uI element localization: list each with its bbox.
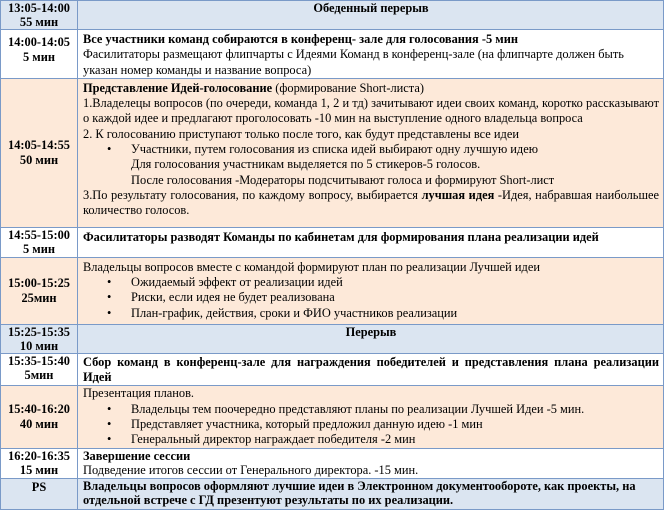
list-item-text: Риски, если идея не будет реализована xyxy=(131,290,335,305)
title-rest: (формирование Short-листа) xyxy=(272,80,424,95)
table-row xyxy=(1,227,664,257)
activity-cell xyxy=(78,448,664,478)
bullet-icon: • xyxy=(107,142,112,157)
duration: 55 мин xyxy=(19,15,59,29)
bullet-icon: • xyxy=(107,417,112,432)
list-item xyxy=(83,290,659,305)
activity-text: Владельцы вопросов вместе с командой формируют план по реализации Лучшей идеи xyxy=(83,259,540,274)
list-item-text: Представляет участника, который предложил данную идею -1 мин xyxy=(131,417,483,432)
activity-title: Сбор команд в конференц-зале для награждения победителей и представления плана реализации Идей xyxy=(83,354,659,385)
duration: 5 мин xyxy=(22,241,55,256)
bullet-icon: • xyxy=(107,432,112,447)
paragraph-1: 1.Владелецы вопросов (по очереди, команда 1, 2 и тд) зачитывают идеи своих команд, коротко рассказывают о каждой идее и предлагают проголосовать -10 мин на выступление одного владельца вопроса xyxy=(83,96,659,126)
duration: 5 мин xyxy=(22,50,55,65)
list-item xyxy=(83,402,659,417)
activity-title: Перерыв xyxy=(345,324,397,339)
table-row xyxy=(1,257,664,324)
activity-text: Подведение итогов сессии от Генерального директора. -15 мин. xyxy=(83,462,419,477)
paragraph-3 xyxy=(83,188,659,219)
time-range: 14:05-14:55 xyxy=(8,137,70,152)
time-range: 14:55-15:00 xyxy=(8,227,70,242)
list-item-text: Участники, путем голосования из списка идей выбирают одну лучшую идею xyxy=(131,142,538,157)
activity-cell xyxy=(78,353,664,386)
table-row xyxy=(1,324,664,353)
activity-title xyxy=(83,81,659,96)
list-item-text: План-график, действия, сроки и ФИО участников реализации xyxy=(131,305,458,320)
paragraph-2: 2. К голосованию приступают только после того, как будут представлены все идеи xyxy=(83,126,519,141)
time-cell xyxy=(1,30,78,79)
time-cell xyxy=(1,257,78,324)
time-range: 13:05-14:00 xyxy=(8,1,70,15)
time-range: 15:25-15:35 xyxy=(8,324,70,339)
table-row xyxy=(1,386,664,448)
activity-cell xyxy=(78,1,664,30)
activity-title: Фасилитаторы разводят Команды по кабинетам для формирования плана реализации идей xyxy=(83,229,599,244)
time-cell xyxy=(1,386,78,448)
bullet-icon: • xyxy=(107,290,112,305)
list-item xyxy=(83,306,659,321)
duration: 50 мин xyxy=(19,152,59,167)
p3-bold: лучшая идея xyxy=(421,187,495,202)
list-item xyxy=(83,417,659,432)
time-cell xyxy=(1,227,78,257)
bullet-icon: • xyxy=(107,401,112,416)
p3-pre: 3.По результату голосования, по каждому вопросу, выбирается xyxy=(83,187,422,202)
list-item xyxy=(83,432,659,447)
activity-cell xyxy=(78,386,664,448)
activity-text: Фасилитаторы размещают флипчарты с Идеями Команд в конференц-зале (на флипчарте должен быть указан номер команды и название вопроса) xyxy=(83,47,624,77)
table-row xyxy=(1,30,664,79)
activity-text: Презентация планов. xyxy=(83,386,195,401)
activity-cell xyxy=(78,257,664,324)
list-item-text: Ожидаемый эффект от реализации идей xyxy=(131,275,343,290)
duration: 5мин xyxy=(24,367,54,382)
time-cell xyxy=(1,448,78,478)
activity-title: Обеденный перерыв xyxy=(313,1,429,15)
list-item xyxy=(83,275,659,290)
table-row xyxy=(1,78,664,227)
activity-title: Владельцы вопросов оформляют лучшие идеи в Электронном документообороте, как проекты, на отдельной встрече с ГД презентуют результаты по их реализации. xyxy=(83,478,636,508)
duration: 40 мин xyxy=(19,417,59,432)
time-cell xyxy=(1,78,78,227)
time-range: 15:40-16:20 xyxy=(8,401,70,416)
duration: 10 мин xyxy=(19,338,59,353)
time-range: 16:20-16:35 xyxy=(8,448,70,463)
time-cell xyxy=(1,1,78,30)
p3-post: -Идея, набравшая наибольшее количество голосов. xyxy=(83,187,659,218)
list-item-text: Генеральный директор награждает победителя -2 мин xyxy=(131,432,416,447)
activity-cell xyxy=(78,227,664,257)
time-range: 15:00-15:25 xyxy=(8,275,70,290)
time-range: 15:35-15:40 xyxy=(8,353,70,368)
activity-cell xyxy=(78,78,664,227)
duration: 25мин xyxy=(21,290,57,305)
table-row xyxy=(1,478,664,509)
title-bold: Представление Идей-голосование xyxy=(83,80,273,95)
list-item xyxy=(83,142,659,157)
bullet-icon: • xyxy=(107,275,112,290)
activity-title: Завершение сессии xyxy=(83,448,191,463)
time-range: 14:00-14:05 xyxy=(8,35,70,49)
time-cell xyxy=(1,478,78,509)
time-cell xyxy=(1,324,78,353)
activity-cell xyxy=(78,30,664,79)
time-cell xyxy=(1,353,78,386)
duration: 15 мин xyxy=(19,462,59,477)
sub-text-2: После голосования -Модераторы подсчитывают голоса и формируют Short-лист xyxy=(131,172,555,187)
table-row xyxy=(1,448,664,478)
ps-label: PS xyxy=(31,479,47,494)
activity-cell xyxy=(78,324,664,353)
table-row xyxy=(1,353,664,386)
table-row xyxy=(1,1,664,30)
list-item-text: Владельцы тем поочередно представляют планы по реализации Лучшей Идеи -5 мин. xyxy=(131,401,585,416)
activity-title: Все участники команд собираются в конференц- зале для голосования -5 мин xyxy=(83,32,518,46)
sub-text-1: Для голосования участникам выделяется по 5 стикеров-5 голосов. xyxy=(131,157,481,172)
activity-cell xyxy=(78,478,664,509)
bullet-icon: • xyxy=(107,305,112,320)
